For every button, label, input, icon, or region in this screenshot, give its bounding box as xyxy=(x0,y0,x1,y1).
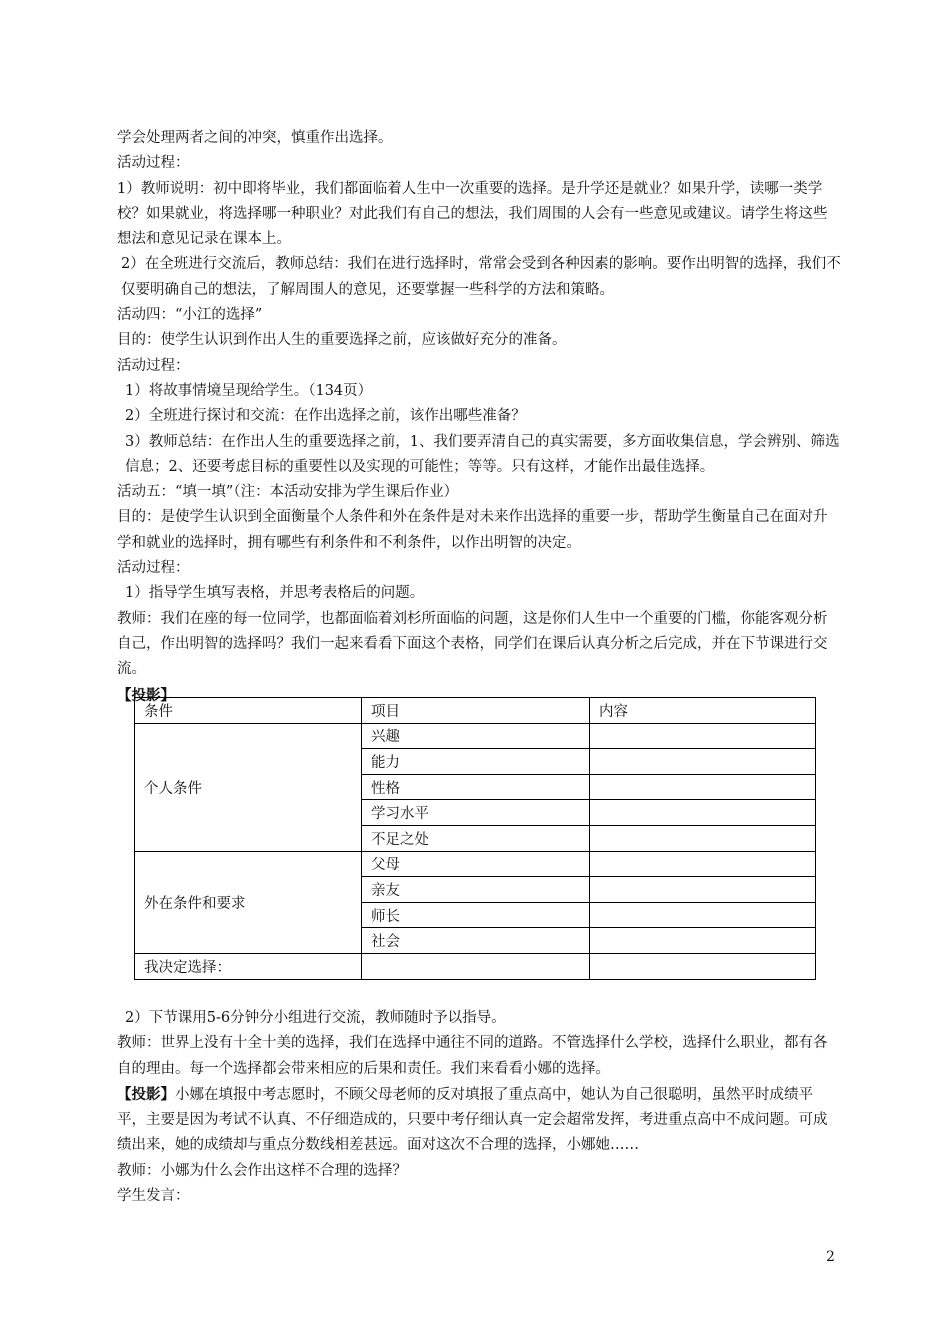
decision-cell[interactable] xyxy=(590,953,816,979)
table-cell: 能力 xyxy=(362,749,590,775)
table-row xyxy=(135,851,816,877)
paragraph: 目的：是使学生认识到全面衡量个人条件和外在条件是对未来作出选择的重要一步，帮助学生衡量自己在面对升学和就业的选择时，拥有哪些有利条件和不利条件，以作出明智的决定。 xyxy=(117,509,828,551)
list-item: 2）下节课用5-6分钟分小组进行交流，教师随时予以指导。 xyxy=(125,1010,506,1026)
activity-heading: 活动四：“小江的选择” xyxy=(117,307,263,324)
list-item: 3）教师总结：在作出人生的重要选择之前，1、我们要弄清自己的真实需要，多方面收集信息，学会辨别、筛选信息；2、还要考虑目标的重要性以及实现的可能性；等等。只有这样，才能作出最佳选择。 xyxy=(125,433,840,475)
paragraph: 学生发言： xyxy=(117,1188,190,1205)
table-cell: 亲友 xyxy=(362,877,590,903)
lesson-plan-text-lower xyxy=(117,1006,841,1209)
group-label-external: 外在条件和要求 xyxy=(135,851,362,953)
table-header: 条件 xyxy=(135,698,362,724)
paragraph: 教师：世界上没有十全十美的选择，我们在选择中通往不同的道路。不管选择什么学校，选择什么职业，都有各自的理由。每一个选择都会带来相应的后果和责任。我们来看看小娜的选择。 xyxy=(117,1035,828,1077)
decision-label: 我决定选择： xyxy=(135,953,362,979)
table-cell: 性格 xyxy=(362,774,590,800)
paragraph: 教师：我们在座的每一位同学，也都面临着刘杉所面临的问题，这是你们人生中一个重要的门槛，你能客观分析自己，作出明智的选择吗？我们一起来看看下面这个表格，同学们在课后认真分析之后完成，并在下节课进行交流。 xyxy=(117,610,828,678)
case-text: 小娜在填报中考志愿时，不顾父母老师的反对填报了重点高中，她认为自己很聪明，虽然平时成绩平平，主要是因为考试不认真、不仔细造成的，只要中考仔细认真一定会超常发挥，考进重点高中不成问题。可成绩出来，她的成绩却与重点分数线相差甚远。面对这次不合理的选择，小娜她…… xyxy=(117,1086,828,1154)
list-item: 2）全班进行探讨和交流：在作出选择之前，该作出哪些准备？ xyxy=(125,408,526,425)
table-header: 项目 xyxy=(362,698,590,724)
content-cell[interactable] xyxy=(590,877,816,903)
table-cell: 兴趣 xyxy=(362,723,590,749)
content-cell[interactable] xyxy=(590,749,816,775)
paragraph: 学会处理两者之间的冲突，慎重作出选择。 xyxy=(117,130,393,146)
table-cell: 学习水平 xyxy=(362,800,590,826)
projection-tag: 【投影】 xyxy=(117,686,175,704)
list-item: 1）指导学生填写表格，并思考表格后的问题。 xyxy=(125,585,425,602)
table-cell: 父母 xyxy=(362,851,590,877)
lesson-plan-text-upper xyxy=(117,126,841,708)
table-row xyxy=(135,723,816,749)
content-cell[interactable] xyxy=(590,723,816,749)
paragraph: 1）教师说明：初中即将毕业，我们都面临着人生中一次重要的选择。是升学还是就业？如果升学，读哪一类学校？如果就业，将选择哪一种职业？对此我们有自己的想法，我们周围的人会有一些意见或建议。请学生将这些想法和意见记录在课本上。 xyxy=(117,180,828,248)
page-number: 2 xyxy=(826,1249,835,1265)
paragraph: 活动过程： xyxy=(117,560,190,577)
activity-heading: 活动五：“填一填”（注：本活动安排为学生课后作业） xyxy=(117,484,459,501)
table-footer-row xyxy=(135,953,816,979)
table-cell: 社会 xyxy=(362,928,590,954)
paragraph: 活动过程： xyxy=(117,155,190,172)
content-cell[interactable] xyxy=(590,902,816,928)
paragraph: 2）在全班进行交流后，教师总结：我们在进行选择时，常常会受到各种因素的影响。要作出明智的选择，我们不仅要明确自己的想法，了解周围人的意见，还要掌握一些科学的方法和策略。 xyxy=(121,256,841,298)
projection-tag: 【投影】 xyxy=(117,1085,175,1103)
table-cell: 不足之处 xyxy=(362,825,590,851)
group-label-personal: 个人条件 xyxy=(135,723,362,851)
content-cell[interactable] xyxy=(590,774,816,800)
conditions-table xyxy=(134,697,816,980)
table-header-row xyxy=(135,698,816,724)
table-header: 内容 xyxy=(590,698,816,724)
paragraph xyxy=(117,1082,841,1159)
paragraph: 教师：小娜为什么会作出这样不合理的选择？ xyxy=(117,1162,407,1179)
content-cell[interactable] xyxy=(590,800,816,826)
decision-cell[interactable] xyxy=(362,953,590,979)
table-cell: 师长 xyxy=(362,902,590,928)
content-cell[interactable] xyxy=(590,851,816,877)
list-item: 1）将故事情境呈现给学生。（134页） xyxy=(125,382,373,399)
content-cell[interactable] xyxy=(590,825,816,851)
paragraph: 活动过程： xyxy=(117,357,190,374)
content-cell[interactable] xyxy=(590,928,816,954)
paragraph: 目的：使学生认识到作出人生的重要选择之前，应该做好充分的准备。 xyxy=(117,332,567,349)
